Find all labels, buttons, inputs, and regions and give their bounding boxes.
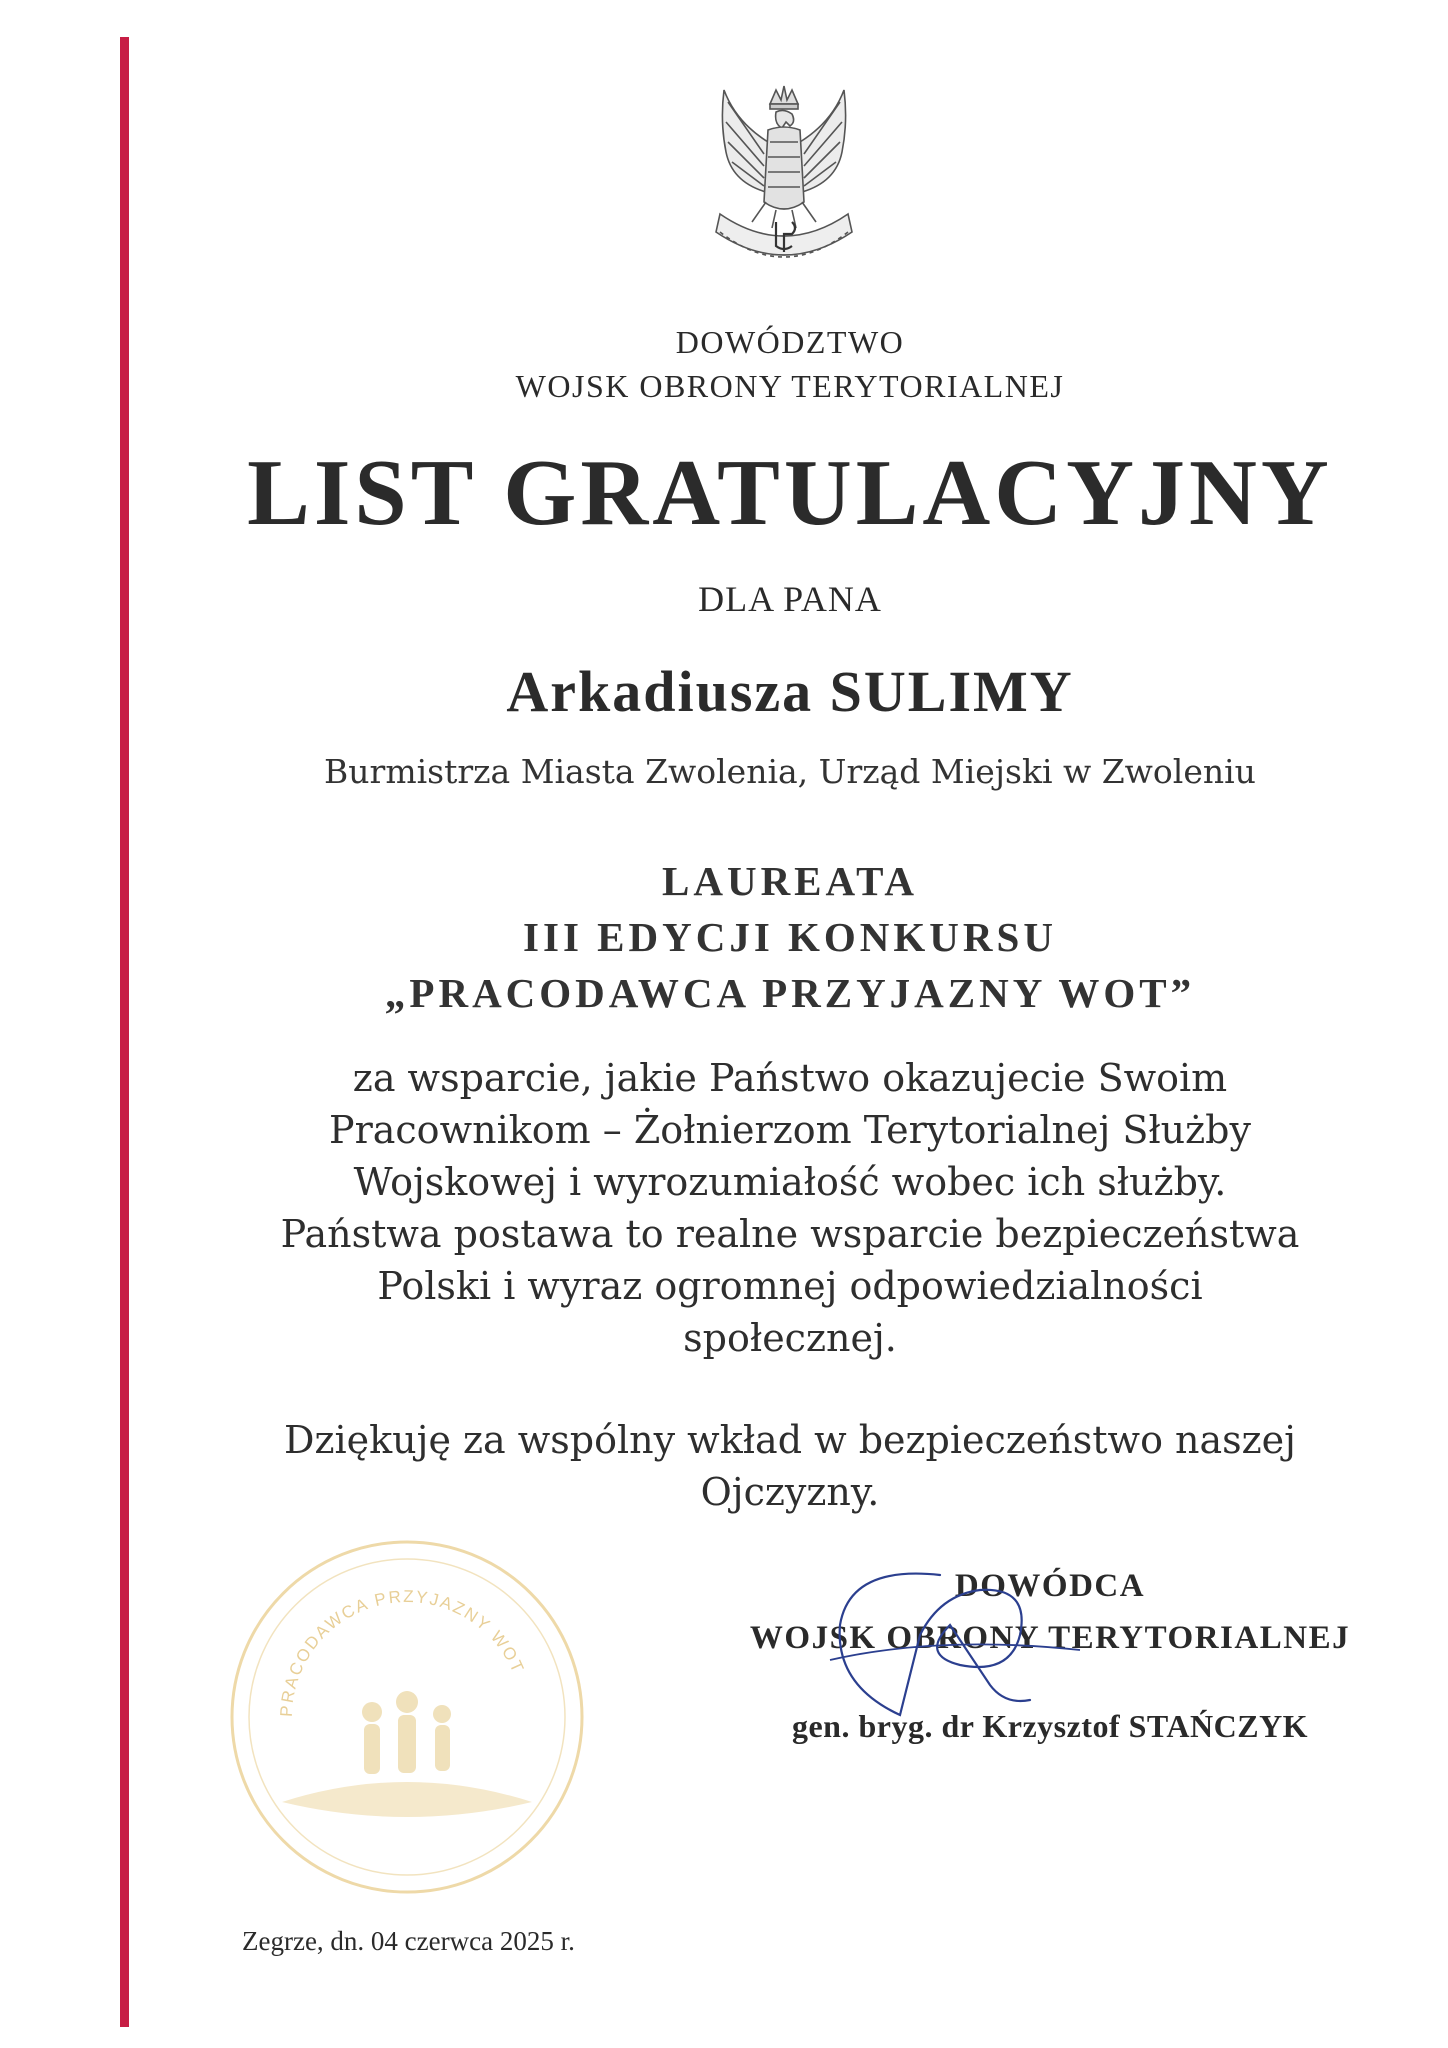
laureate-line-3: „PRACODAWCA PRZYJAZNY WOT” <box>384 970 1196 1016</box>
red-accent-bar <box>120 37 129 2027</box>
org-line-1: DOWÓDZTWO <box>675 324 905 360</box>
signatory-title-1: DOWÓDCA <box>954 1568 1146 1604</box>
body-line: Wojskowej i wyrozumiałość wobec ich służby. <box>353 1160 1227 1204</box>
pracodawca-przyjazny-wot-seal-icon <box>222 1532 592 1902</box>
seal-text: PRACODAWCA PRZYJAZNY WOT <box>276 1586 529 1718</box>
body-line: Państwa postawa to realne wsparcie bezpieczeństwa <box>280 1212 1300 1256</box>
signatory-name: gen. bryg. dr Krzysztof STAŃCZYK <box>791 1708 1309 1744</box>
organization-header <box>160 320 1420 408</box>
thanks-line: Ojczyzny. <box>700 1470 880 1514</box>
body-line: za wsparcie, jakie Państwo okazujecie Swoim <box>352 1056 1228 1100</box>
laureate-line-1: LAUREATA <box>662 858 918 904</box>
recipient-name: Arkadiusza SULIMY <box>506 659 1074 724</box>
recipient-position: Burmistrza Miasta Zwolenia, Urząd Miejski w Zwoleniu <box>324 752 1256 791</box>
body-paragraph <box>160 1052 1420 1364</box>
military-eagle-emblem-icon <box>706 82 862 297</box>
body-line: społecznej. <box>683 1316 897 1360</box>
place-and-date: Zegrze, dn. 04 czerwca 2025 r. <box>242 1926 575 1956</box>
handwritten-signature <box>790 1565 1090 1725</box>
laureate-block <box>160 853 1420 1021</box>
signatory-title-2: WOJSK OBRONY TERYTORIALNEJ <box>749 1620 1351 1656</box>
thanks-paragraph <box>160 1414 1420 1518</box>
dla-pana-label: DLA PANA <box>698 579 882 619</box>
thanks-line: Dziękuję za wspólny wkład w bezpieczeństwo naszej <box>284 1418 1296 1462</box>
body-line: Pracownikom – Żołnierzom Terytorialnej Służby <box>329 1108 1251 1152</box>
laureate-line-2: III EDYCJI KONKURSU <box>523 914 1057 960</box>
body-line: Polski i wyraz ogromnej odpowiedzialności <box>377 1264 1203 1308</box>
org-line-2: WOJSK OBRONY TERYTORIALNEJ <box>515 368 1065 404</box>
document-title: LIST GRATULACYJNY <box>247 441 1333 545</box>
